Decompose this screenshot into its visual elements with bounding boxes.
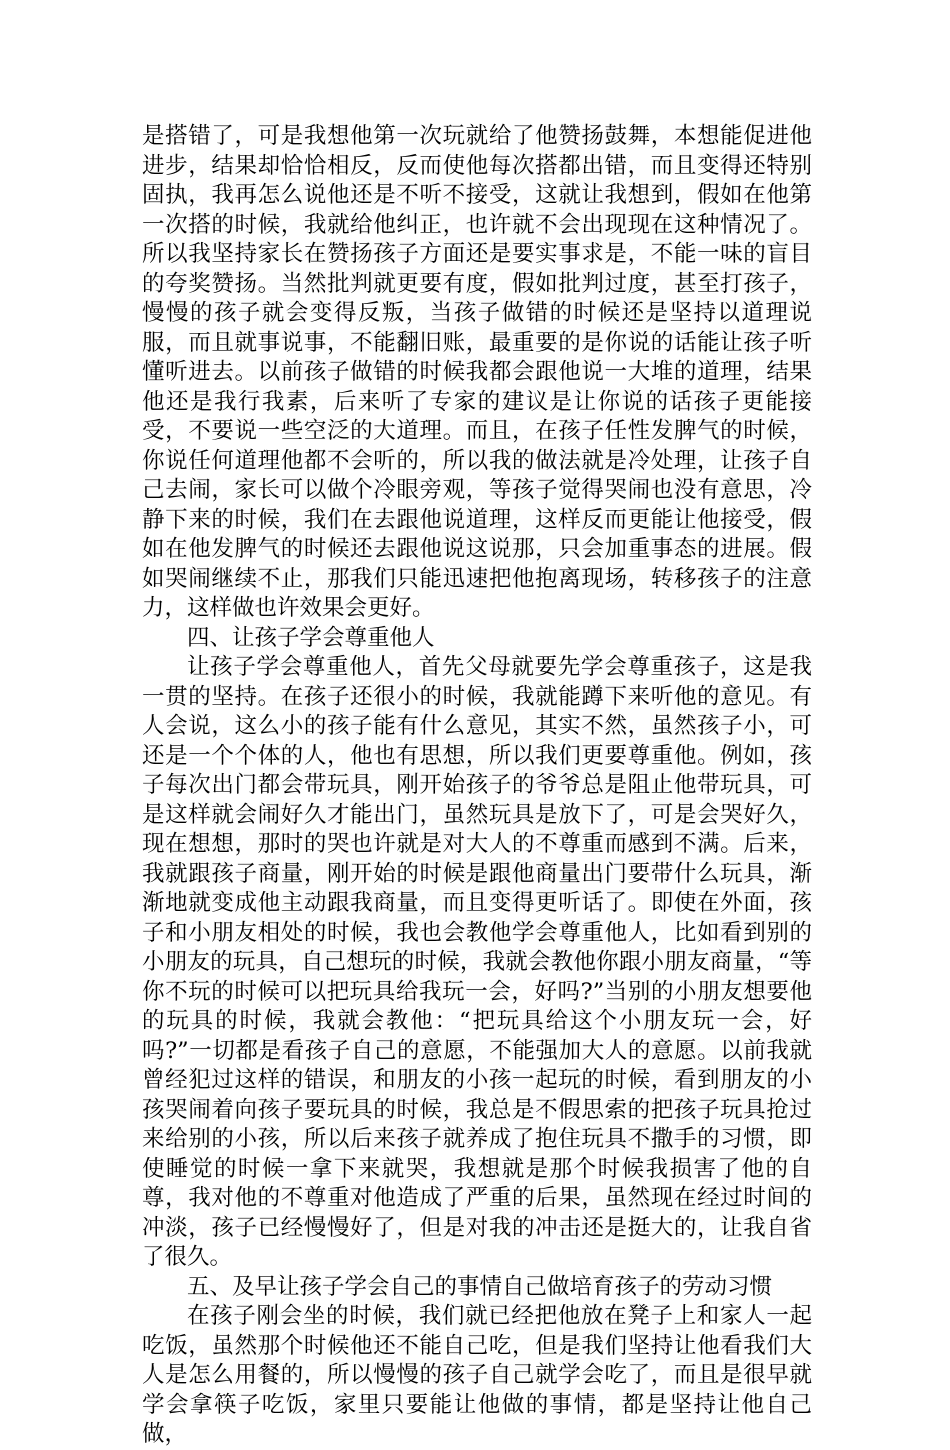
section-heading-respect-others: 四、让孩子学会尊重他人 [187, 624, 435, 651]
section-heading-self-reliance: 五、及早让孩子学会自己的事情自己做培育孩子的劳动习惯 [187, 1273, 773, 1300]
body-paragraph-respect-others: 让孩子学会尊重他人，首先父母就要先学会尊重孩子，这是我一贯的坚持。在孩子还很小的时候，我就能蹲下来听他的意见。有人会说，这么小的孩子能有什么意见，其实不然，虽然孩子小，可还是一个个体的人，他也有思想，所以我们更要尊重他。例如，孩子每次出门都会带玩具，刚开始孩子的爷爷总是阻止他带玩具，可是这样就会闹好久才能出门，虽然玩具是放下了，可是会哭好久，现在想想，那时的哭也许就是对大人的不尊重而感到不满。后来，我就跟孩子商量，刚开始的时候是跟他商量出门要带什么玩具，渐渐地就变成他主动跟我商量，而且变得更听话了。即使在外面，孩子和小朋友相处的时候，我也会教他学会尊重他人，比如看到别的小朋友的玩具，自己想玩的时候，我就会教他你跟小朋友商量，“等你不玩的时候可以把玩具给我玩一会，好吗?”当别的小朋友想要他的玩具的时候，我就会教他：“把玩具给这个小朋友玩一会，好吗?”一切都是看孩子自己的意愿，不能强加大人的意愿。以前我就曾经犯过这样的错误，和朋友的小孩一起玩的时候，看到朋友的小孩哭闹着向孩子要玩具的时候，我总是不假思索的把孩子玩具抢过来给别的小孩，所以后来孩子就养成了抱住玩具不撒手的习惯，即使睡觉的时候一拿下来就哭，我想就是那个时候我损害了他的自尊，我对他的不尊重对他造成了严重的后果，虽然现在经过时间的冲淡，孩子已经慢慢好了，但是对我的冲击还是挺大的，让我自省了很久。 [142, 654, 812, 1270]
body-paragraph-praise-criticism: 是搭错了，可是我想他第一次玩就给了他赞扬鼓舞，本想能促进他进步，结果却恰恰相反，反而使他每次搭都出错，而且变得还特别固执，我再怎么说他还是不听不接受，这就让我想到，假如在他第一次搭的时候，我就给他纠正，也许就不会出现现在这种情况了。所以我坚持家长在赞扬孩子方面还是要实事求是，不能一味的盲目的夸奖赞扬。当然批判就更要有度，假如批判过度，甚至打孩子，慢慢的孩子就会变得反叛，当孩子做错的时候还是坚持以道理说服，而且就事说事，不能翻旧账，最重要的是你说的话能让孩子听懂听进去。以前孩子做错的时候我都会跟他说一大堆的道理，结果他还是我行我素，后来听了专家的建议是让你说的话孩子更能接受，不要说一些空泛的大道理。而且，在孩子任性发脾气的时候，你说任何道理他都不会听的，所以我的做法就是冷处理，让孩子自己去闹，家长可以做个冷眼旁观，等孩子觉得哭闹也没有意思，冷静下来的时候，我们在去跟他说道理，这样反而更能让他接受，假如在他发脾气的时候还去跟他说这说那，只会加重事态的进展。假如哭闹继续不止，那我们只能迅速把他抱离现场，转移孩子的注意力，这样做也许效果会更好。 [142, 123, 812, 621]
body-paragraph-self-reliance: 在孩子刚会坐的时候，我们就已经把他放在凳子上和家人一起吃饭，虽然那个时候他还不能自己吃，但是我们坚持让他看我们大人是怎么用餐的，所以慢慢的孩子自己就学会吃了，而且是很早就学会拿筷子吃饭，家里只要能让他做的事情，都是坚持让他自己做， [142, 1303, 812, 1447]
document-page [142, 122, 812, 1450]
